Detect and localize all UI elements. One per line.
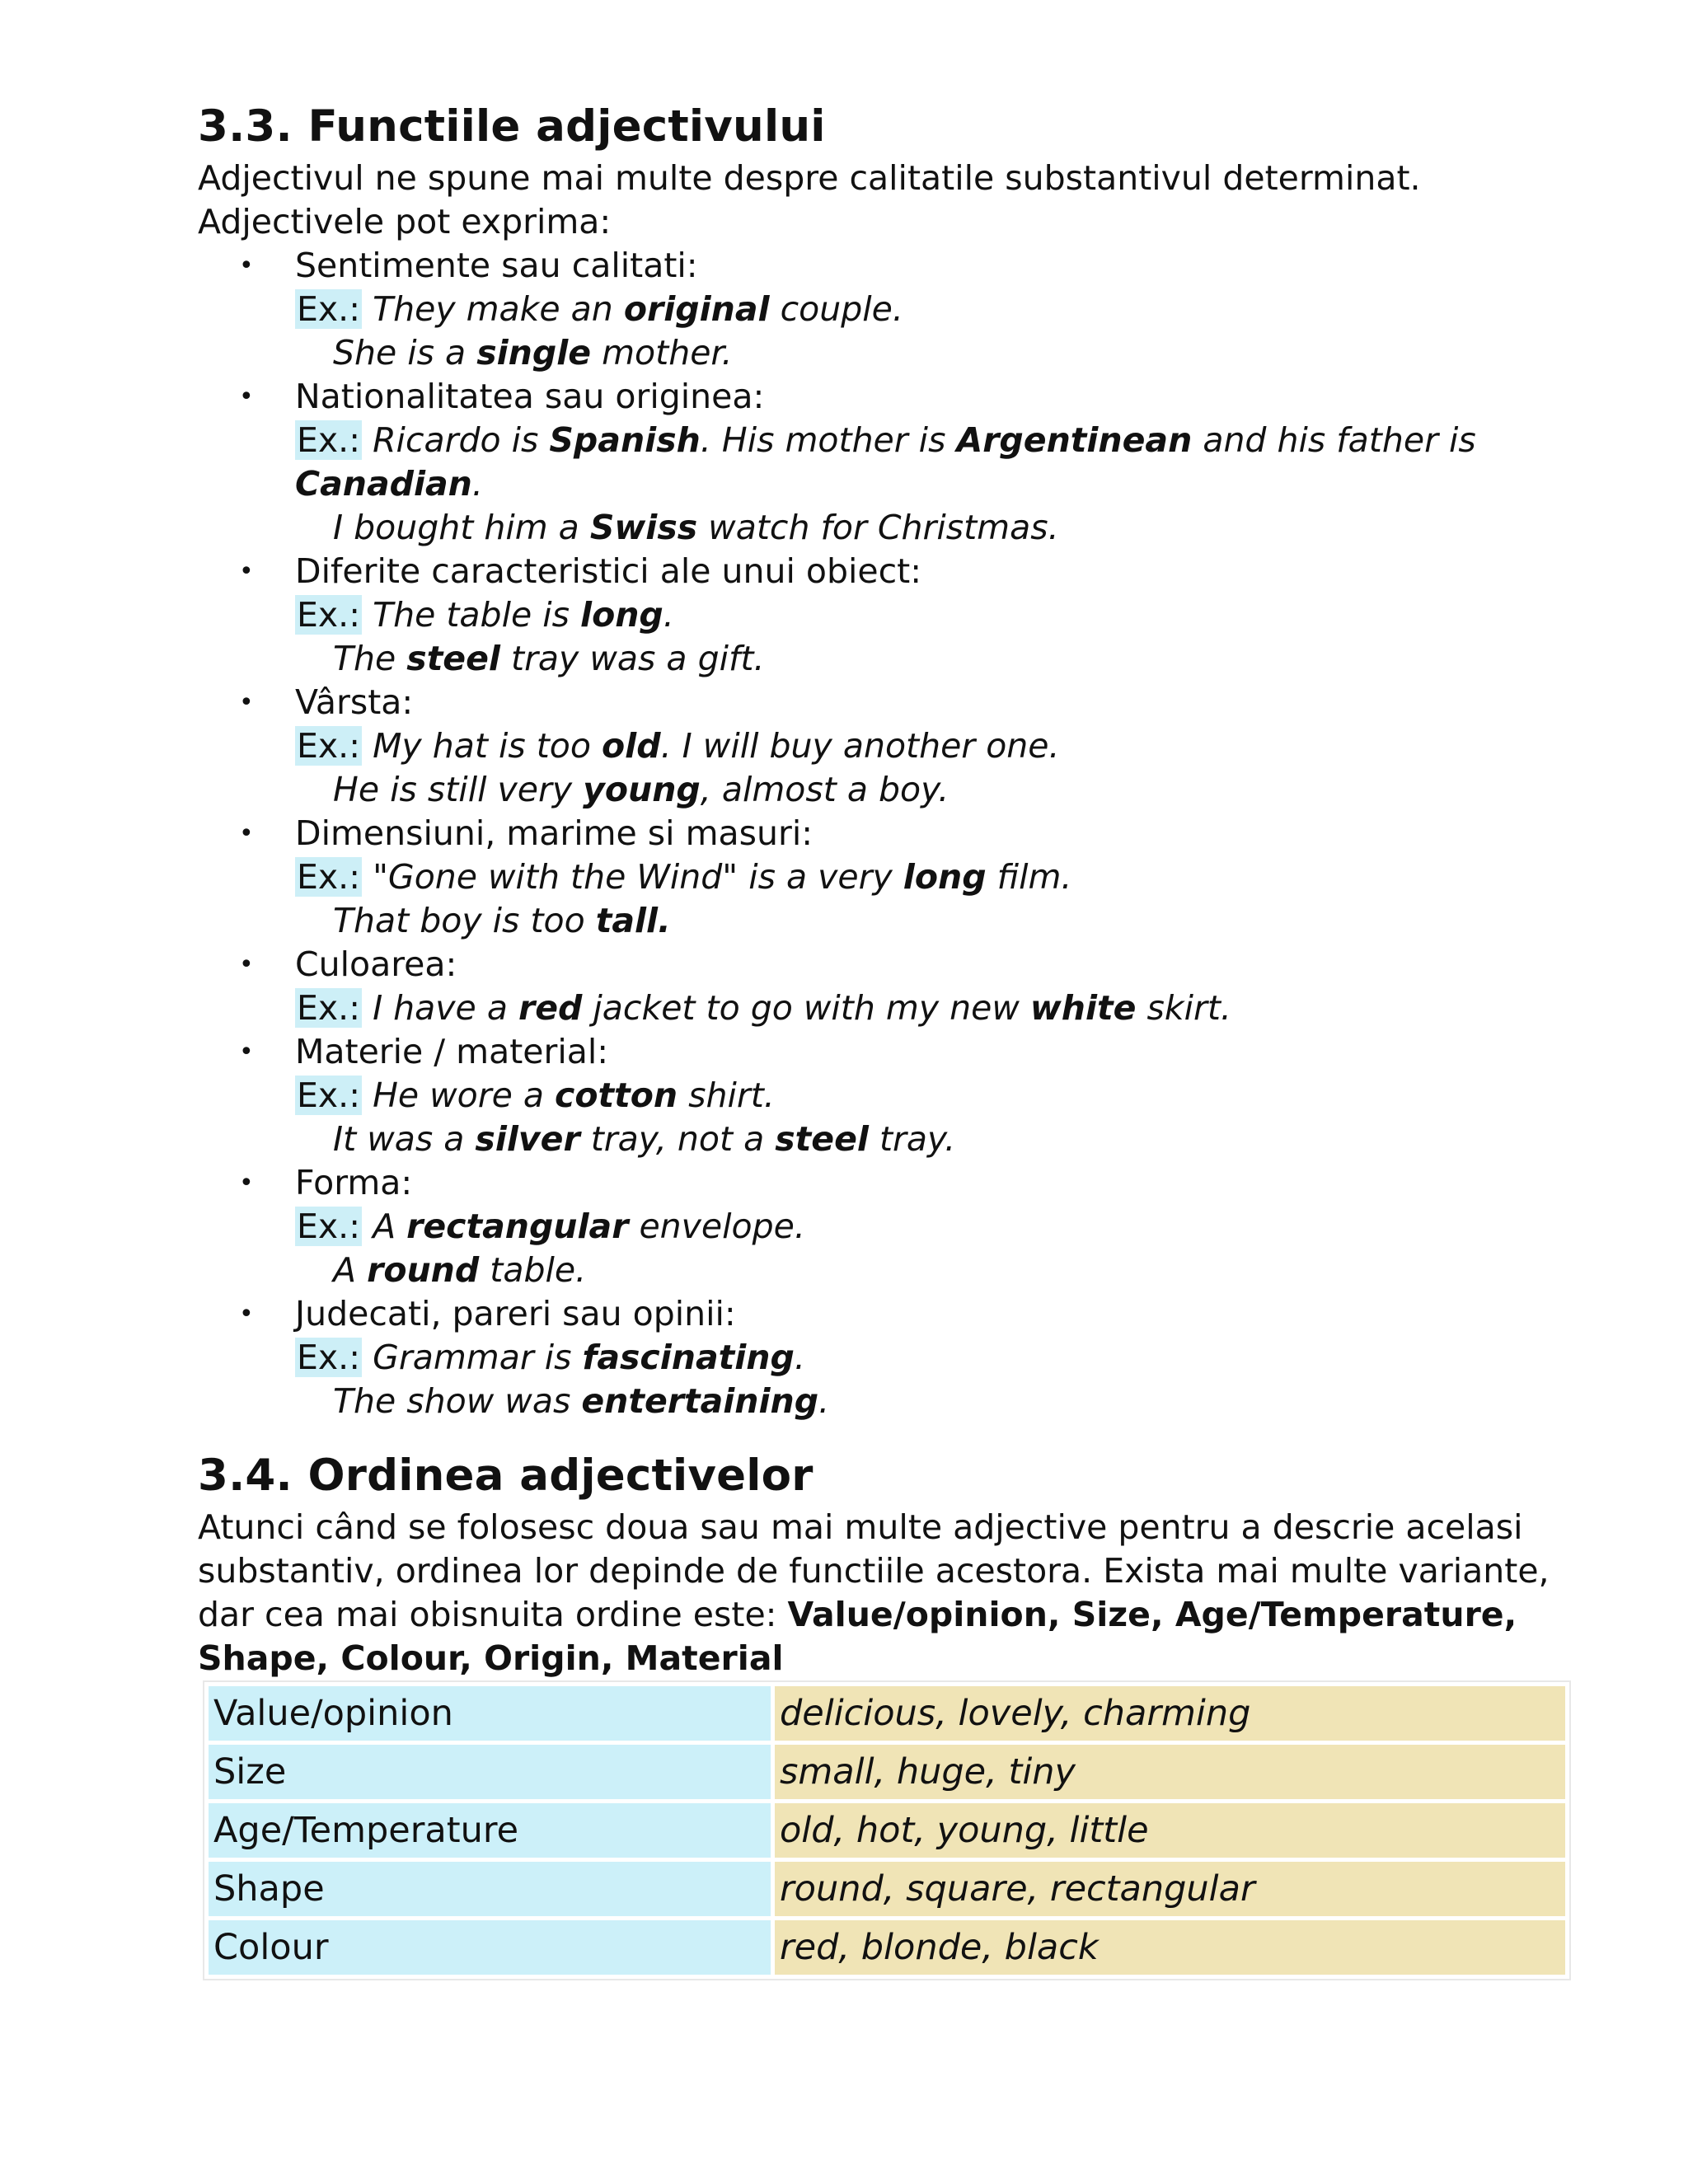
list-item-title: Forma: (295, 1163, 413, 1202)
example-label: Ex.: (297, 857, 361, 897)
example-sentence (373, 857, 1071, 897)
example-sentence (373, 289, 903, 329)
highlighted-adjective: rectangular (406, 1207, 629, 1246)
example-line (295, 1205, 1566, 1249)
bullet-icon: • (239, 382, 254, 411)
list-item (198, 943, 1566, 1030)
example-sentence (333, 770, 949, 809)
sentence-fragment: They make an (373, 289, 624, 329)
category-cell: Shape (209, 1862, 771, 1916)
example-line (295, 768, 1566, 812)
example-label: Ex.: (297, 595, 361, 635)
highlighted-adjective: tall. (595, 901, 671, 940)
sentence-fragment: table. (479, 1250, 587, 1290)
highlighted-adjective: cotton (555, 1076, 678, 1115)
sentence-fragment: film. (986, 857, 1072, 897)
table-row (209, 1745, 1565, 1799)
sentence-fragment: jacket to go with my new (582, 988, 1030, 1028)
highlighted-adjective: old (602, 726, 661, 766)
highlighted-adjective: long (580, 595, 663, 635)
category-cell: Size (209, 1745, 771, 1799)
highlighted-adjective: Swiss (589, 508, 698, 547)
example-line (295, 1074, 1566, 1118)
sentence-fragment: Grammar is (373, 1338, 583, 1377)
table-row (209, 1803, 1565, 1858)
example-label: Ex.: (297, 420, 361, 460)
table-row (209, 1686, 1565, 1741)
bullet-icon: • (239, 1300, 254, 1329)
examples-cell: old, hot, young, little (775, 1803, 1565, 1858)
highlighted-adjective: Spanish (549, 420, 701, 460)
bullet-icon: • (239, 688, 254, 717)
sentence-fragment: shirt. (678, 1076, 775, 1115)
highlighted-adjective: Argentinean (956, 420, 1193, 460)
bullet-icon: • (239, 557, 254, 586)
example-line (295, 724, 1566, 768)
example-sentence (373, 1207, 805, 1246)
sentence-fragment: The show was (333, 1381, 582, 1421)
list-item (198, 1292, 1566, 1423)
sentence-fragment: He is still very (333, 770, 584, 809)
intro-paragraph: Adjectivul ne spune mai multe despre calitatile substantivul determinat. Adjectivele pot exprima: (198, 158, 1421, 241)
sentence-fragment: . (471, 464, 483, 504)
example-line (295, 506, 1566, 550)
section-heading-order: 3.4. Ordinea adjectivelor (198, 1451, 814, 1501)
example-sentence (373, 726, 1059, 766)
example-line (295, 1336, 1566, 1380)
sentence-fragment: That boy is too (333, 901, 596, 940)
functions-list (198, 244, 1566, 1423)
example-sentence (333, 508, 1059, 547)
list-item-title: Diferite caracteristici ale unui obiect: (295, 551, 922, 591)
example-line (295, 899, 1566, 943)
highlighted-adjective: young (583, 770, 701, 809)
list-item (198, 244, 1566, 375)
highlighted-adjective: silver (475, 1119, 580, 1159)
example-label: Ex.: (297, 726, 361, 766)
example-sentence (373, 1076, 775, 1115)
sentence-fragment: mother. (591, 333, 733, 373)
table-row (209, 1920, 1565, 1975)
list-item (198, 681, 1566, 812)
example-line (295, 331, 1566, 375)
sentence-fragment: tray, not a (579, 1119, 776, 1159)
highlighted-adjective: Canadian (295, 464, 472, 504)
list-item-title: Culoarea: (295, 944, 457, 984)
sentence-fragment: My hat is too (373, 726, 603, 766)
example-line (295, 855, 1566, 899)
sentence-fragment: . I will buy another one. (660, 726, 1060, 766)
highlighted-adjective: steel (775, 1119, 869, 1159)
example-label: Ex.: (297, 1076, 361, 1115)
examples-cell: red, blonde, black (775, 1920, 1565, 1975)
sentence-fragment: envelope. (628, 1207, 805, 1246)
sentence-fragment: She is a (333, 333, 477, 373)
sentence-fragment: Ricardo is (373, 420, 550, 460)
example-line (295, 1118, 1566, 1161)
examples-cell: round, square, rectangular (775, 1862, 1565, 1916)
sentence-fragment: . His mother is (700, 420, 957, 460)
sentence-fragment: . (794, 1338, 805, 1377)
example-line (295, 1380, 1566, 1423)
sentence-fragment: He wore a (373, 1076, 556, 1115)
example-sentence (333, 1119, 955, 1159)
sentence-fragment: A (333, 1250, 368, 1290)
example-sentence (333, 1381, 829, 1421)
list-item-title: Dimensiuni, marime si masuri: (295, 813, 814, 853)
category-cell: Colour (209, 1920, 771, 1975)
sentence-fragment: and his father is (1192, 420, 1476, 460)
category-cell: Value/opinion (209, 1686, 771, 1741)
highlighted-adjective: original (623, 289, 770, 329)
sentence-fragment: tray. (868, 1119, 956, 1159)
list-item (198, 550, 1566, 681)
highlighted-adjective: entertaining (581, 1381, 819, 1421)
sentence-fragment: "Gone with the Wind" is a very (373, 857, 903, 897)
sentence-fragment: A (373, 1207, 407, 1246)
highlighted-adjective: round (367, 1250, 480, 1290)
bullet-icon: • (239, 251, 254, 280)
highlighted-adjective: long (903, 857, 987, 897)
sentence-fragment: The table is (373, 595, 581, 635)
example-sentence (333, 1250, 586, 1290)
highlighted-adjective: single (476, 333, 592, 373)
sentence-fragment: tray was a gift. (499, 639, 765, 678)
list-item (198, 812, 1566, 943)
order-sequence: Value/opinion, Size, Age/Temperature, Shape, Colour, Origin, Material (198, 1595, 1517, 1678)
sentence-fragment: . (818, 1381, 830, 1421)
sentence-fragment: It was a (333, 1119, 476, 1159)
example-line (295, 419, 1566, 506)
highlighted-adjective: fascinating (582, 1338, 795, 1377)
examples-cell: delicious, lovely, charming (775, 1686, 1565, 1741)
example-sentence (373, 1338, 805, 1377)
example-sentence (295, 420, 1476, 504)
document-page (198, 97, 1566, 1980)
order-paragraph (198, 1506, 1566, 1680)
highlighted-adjective: white (1029, 988, 1137, 1028)
list-item-title: Judecati, pareri sau opinii: (295, 1294, 736, 1333)
example-label: Ex.: (297, 1207, 361, 1246)
bullet-icon: • (239, 950, 254, 979)
sentence-fragment: , almost a boy. (700, 770, 950, 809)
list-item-title: Vârsta: (295, 682, 414, 722)
highlighted-adjective: red (518, 988, 583, 1028)
example-label: Ex.: (297, 1338, 361, 1377)
section-heading-functions: 3.3. Functiile adjectivului (198, 101, 826, 152)
example-sentence (333, 901, 671, 940)
list-item-title: Materie / material: (295, 1032, 609, 1071)
sentence-fragment: I have a (373, 988, 518, 1028)
list-item-title: Sentimente sau calitati: (295, 246, 698, 285)
example-line (295, 987, 1566, 1030)
bullet-icon: • (239, 1169, 254, 1197)
list-item (198, 1030, 1566, 1161)
example-sentence (333, 639, 765, 678)
order-paragraph-text: Atunci când se folosesc doua sau mai multe adjective pentru a descrie acelasi substantiv, ordinea lor depinde de functiile acestora. Exista mai multe variante, dar cea mai obisnuita ordine este: (198, 1507, 1550, 1634)
example-label: Ex.: (297, 988, 361, 1028)
example-label: Ex.: (297, 289, 361, 329)
examples-cell: small, huge, tiny (775, 1745, 1565, 1799)
table-row (209, 1862, 1565, 1916)
example-sentence (333, 333, 733, 373)
example-sentence (373, 595, 674, 635)
sentence-fragment: . (663, 595, 674, 635)
highlighted-adjective: steel (406, 639, 500, 678)
example-sentence (373, 988, 1231, 1028)
list-item (198, 375, 1566, 550)
example-line (295, 593, 1566, 637)
sentence-fragment: watch for Christmas. (697, 508, 1059, 547)
sentence-fragment: skirt. (1136, 988, 1231, 1028)
example-line (295, 637, 1566, 681)
category-cell: Age/Temperature (209, 1803, 771, 1858)
sentence-fragment: The (333, 639, 407, 678)
list-item (198, 1161, 1566, 1292)
sentence-fragment: couple. (769, 289, 903, 329)
bullet-icon: • (239, 1038, 254, 1066)
list-item-title: Nationalitatea sau originea: (295, 377, 765, 416)
example-line (295, 1249, 1566, 1292)
adjective-order-table (203, 1680, 1571, 1980)
sentence-fragment: I bought him a (333, 508, 590, 547)
bullet-icon: • (239, 819, 254, 848)
example-line (295, 288, 1566, 331)
